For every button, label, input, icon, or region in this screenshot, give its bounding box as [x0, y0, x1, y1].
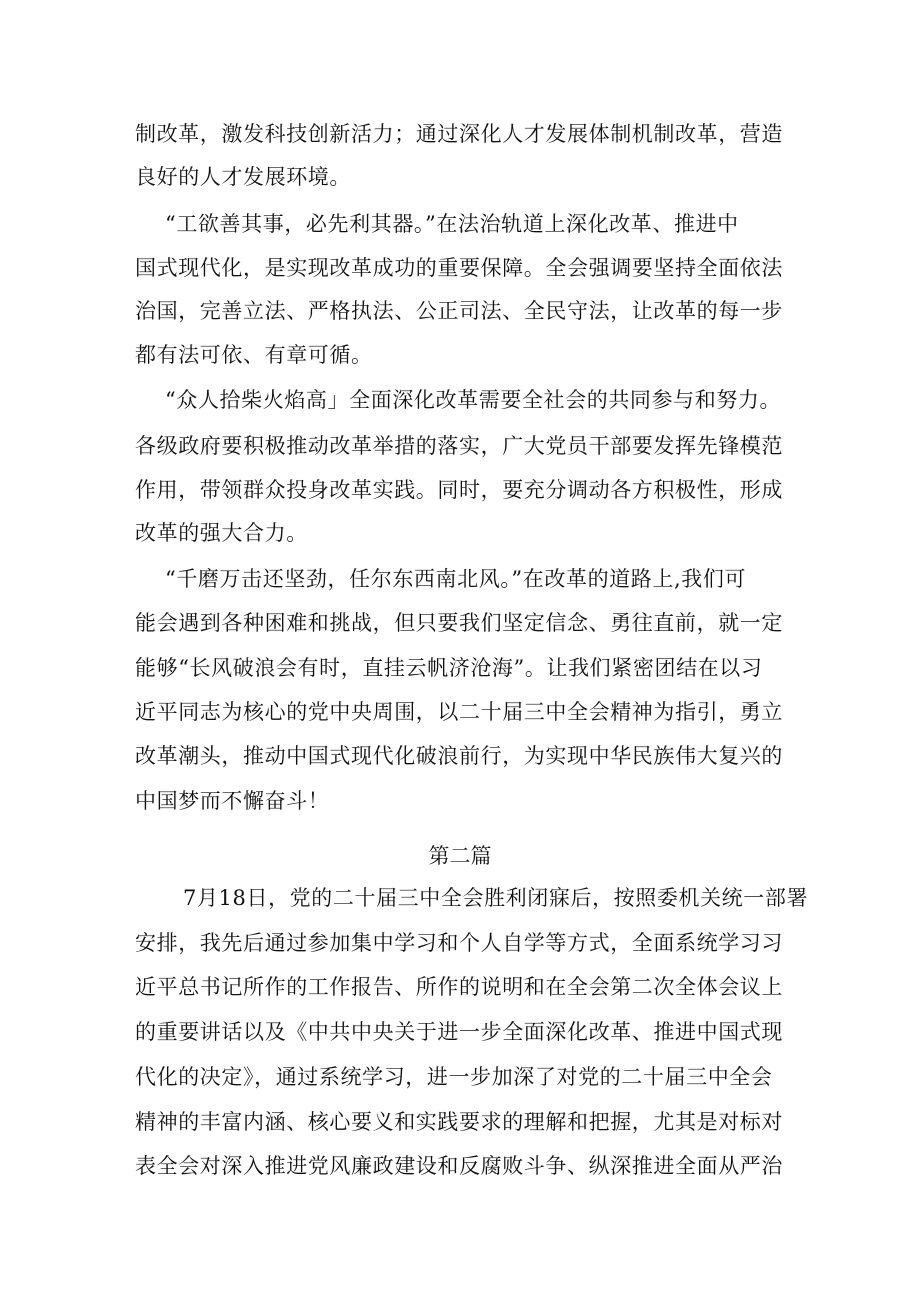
text-line: 的重要讲话以及《中共中央关于进一步全面深化改革、推进中国式现	[135, 1020, 783, 1044]
text-line: 改革的强大合力。	[135, 521, 308, 545]
text-line: 改革潮头，推动中国式现代化破浪前行，为实现中华民族伟大复兴的	[135, 744, 783, 768]
text-line: 代化的决定》，通过系统学习，进一步加深了对党的二十届三中全会	[135, 1065, 773, 1089]
text-line: “众人拾柴火焰高」全面深化改革需要全社会的共同参与和努力。	[165, 388, 782, 412]
text-line: 近平总书记所作的工作报告、所作的说明和在全会第二次全体会议上	[135, 975, 783, 999]
text-line: 国式现代化，是实现改革成功的重要保障。全会强调要坚持全面依法	[135, 256, 783, 280]
text-line: 治国，完善立法、严格执法、公正司法、全民守法，让改革的每一步	[135, 299, 783, 323]
text-line: 能够“长风破浪会有时，直挂云帆济沧海”。让我们紧密团结在以习	[135, 656, 763, 680]
text-line: 近平同志为核心的党中央周围，以二十届三中全会精神为指引，勇立	[135, 700, 783, 724]
text-line: 各级政府要积极推动改革举措的落实，广大党员干部要发挥先锋模范	[135, 434, 783, 458]
text-line: 表全会对深入推进党风廉政建设和反腐败斗争、纵深推进全面从严治	[135, 1154, 783, 1178]
text-line: “千磨万击还坚劲，任尔东西南北风。”在改革的道路上,我们可	[165, 567, 747, 591]
text-line: 精神的丰富内涵、核心要义和实践要求的理解和把握，尤其是对标对	[135, 1110, 783, 1134]
text-line: 安排，我先后通过参加集中学习和个人自学等方式，全面系统学习习	[135, 931, 783, 955]
text-line: 作用，带领群众投身改革实践。同时，要充分调动各方积极性，形成	[135, 478, 783, 502]
text-line: 都有法可依、有章可循。	[135, 343, 373, 367]
section-heading: 第二篇	[428, 844, 492, 868]
text-line: 7月18日，党的二十届三中全会胜利闭寐后，按照委机关统一部署	[183, 886, 809, 910]
text-line: 中国梦而不懈奋斗！	[135, 789, 330, 813]
text-line: 良好的人才发展环境。	[135, 165, 351, 189]
text-line: “工欲善其事，必先利其器。”在法治轨道上深化改革、推进中	[165, 212, 739, 236]
text-line: 制改革，激发科技创新活力；通过深化人才发展体制机制改革，营造	[135, 122, 783, 146]
text-line: 能会遇到各种困难和挑战，但只要我们坚定信念、勇往直前，就一定	[135, 611, 783, 635]
